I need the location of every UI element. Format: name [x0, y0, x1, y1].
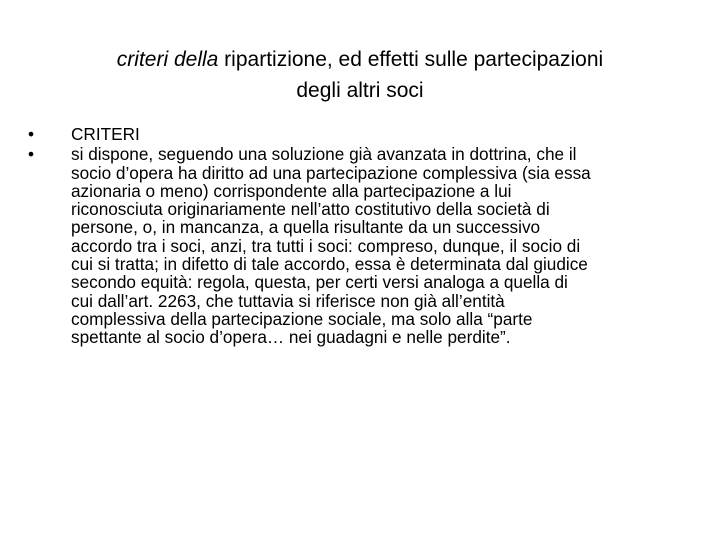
- bullet-text-line: socio d’opera ha diritto ad una partecipazione complessiva (sia essa: [71, 162, 591, 183]
- title-line-2: degli altri soci: [296, 79, 424, 102]
- bullet-text-line: complessiva della partecipazione sociale, ma solo alla “parte: [71, 308, 533, 329]
- bullet-text-line: spettante al socio d’opera… nei guadagni e nelle perdite”.: [71, 327, 511, 348]
- bullet-text-line: riconosciuta originariamente nell’atto costitutivo della società di: [71, 199, 550, 220]
- bullet-item-paragraph: [28, 145, 708, 346]
- bullet-marker: •: [28, 144, 35, 165]
- bullet-text-line: si dispone, seguendo una soluzione già avanzata in dottrina, che il: [71, 144, 577, 165]
- bullet-list: [28, 125, 708, 349]
- bullet-text-line: secondo equità: regola, questa, per certi versi analoga a quella di: [71, 272, 568, 293]
- bullet-text-line: CRITERI: [71, 124, 140, 144]
- bullet-item-criteri: [28, 125, 708, 143]
- title-italic-text: criteri della: [116, 48, 219, 71]
- title-line-1: [60, 44, 660, 75]
- bullet-text-line: accordo tra i soci, anzi, tra tutti i soci: compreso, dunque, il socio di: [71, 235, 581, 256]
- bullet-marker: •: [28, 124, 35, 144]
- bullet-text-line: azionaria o meno) corrispondente alla partecipazione a lui: [71, 180, 512, 201]
- title-line-1-text: ripartizione, ed effetti sulle partecipazioni: [218, 48, 604, 71]
- bullet-text-line: cui dall’art. 2263, che tuttavia si riferisce non già all’entità: [71, 290, 505, 311]
- slide-title: [60, 44, 660, 106]
- bullet-text-line: cui si tratta; in difetto di tale accordo, essa è determinata dal giudice: [71, 254, 588, 275]
- bullet-text-line: persone, o, in mancanza, a quella risultante da un successivo: [71, 217, 541, 238]
